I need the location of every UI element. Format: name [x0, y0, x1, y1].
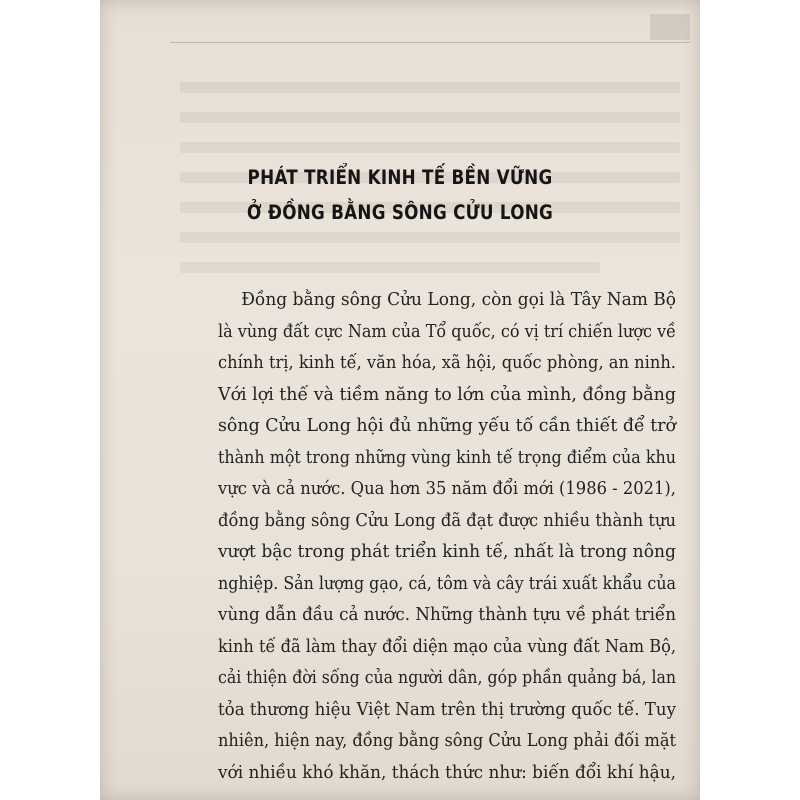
text-line: sông Cửu Long hội đủ những yếu tố cần thiết để trở — [218, 416, 677, 436]
text-line: chính trị, kinh tế, văn hóa, xã hội, quốc phòng, an ninh. — [218, 353, 676, 373]
bleed-through-line — [180, 262, 600, 273]
bleed-through-line — [180, 142, 680, 153]
running-header-rule — [170, 22, 690, 43]
text-line: nghiệp. Sản lượng gạo, cá, tôm và cây trái xuất khẩu của — [218, 573, 677, 594]
text-line: kinh tế đã làm thay đổi diện mạo của vùng đất Nam Bộ, — [218, 636, 677, 657]
text-line: cải thiện đời sống của người dân, góp phần quảng bá, lan — [218, 668, 677, 688]
text-line: vực và cả nước. Qua hơn 35 năm đổi mới (1986 - 2021), — [218, 479, 676, 499]
text-line: Với lợi thế và tiềm năng to lớn của mình, đồng bằng — [218, 384, 676, 405]
bleed-through-line — [180, 112, 680, 123]
book-page — [100, 0, 700, 800]
text-line: Đồng bằng sông Cửu Long, còn gọi là Tây Nam Bộ — [241, 290, 677, 310]
text-line: nhiên, hiện nay, đồng bằng sông Cửu Long phải đối mặt — [218, 731, 677, 751]
chapter-title-line-1: PHÁT TRIỂN KINH TẾ BỀN VỮNG — [247, 166, 553, 189]
bleed-through-line — [180, 82, 680, 93]
text-line: là vùng đất cực Nam của Tổ quốc, có vị trí chiến lược về — [218, 321, 677, 342]
text-line: đồng bằng sông Cửu Long đã đạt được nhiều thành tựu — [218, 510, 677, 531]
bleed-through-line — [180, 232, 680, 243]
text-line: tỏa thương hiệu Việt Nam trên thị trường quốc tế. Tuy — [218, 699, 676, 720]
running-header-tab — [650, 14, 690, 40]
text-line: với nhiều khó khăn, thách thức như: biến đổi khí hậu, — [218, 762, 676, 783]
text-line: vùng dẫn đầu cả nước. Những thành tựu về phát triển — [218, 605, 677, 625]
chapter-title-line-2: Ở ĐỒNG BẰNG SÔNG CỬU LONG — [246, 201, 554, 224]
body-paragraph — [218, 285, 676, 789]
text-line: thành một trong những vùng kinh tế trọng điểm của khu — [218, 447, 677, 468]
text-line: vượt bậc trong phát triển kinh tế, nhất là trong nông — [218, 542, 676, 562]
chapter-title — [142, 160, 658, 230]
